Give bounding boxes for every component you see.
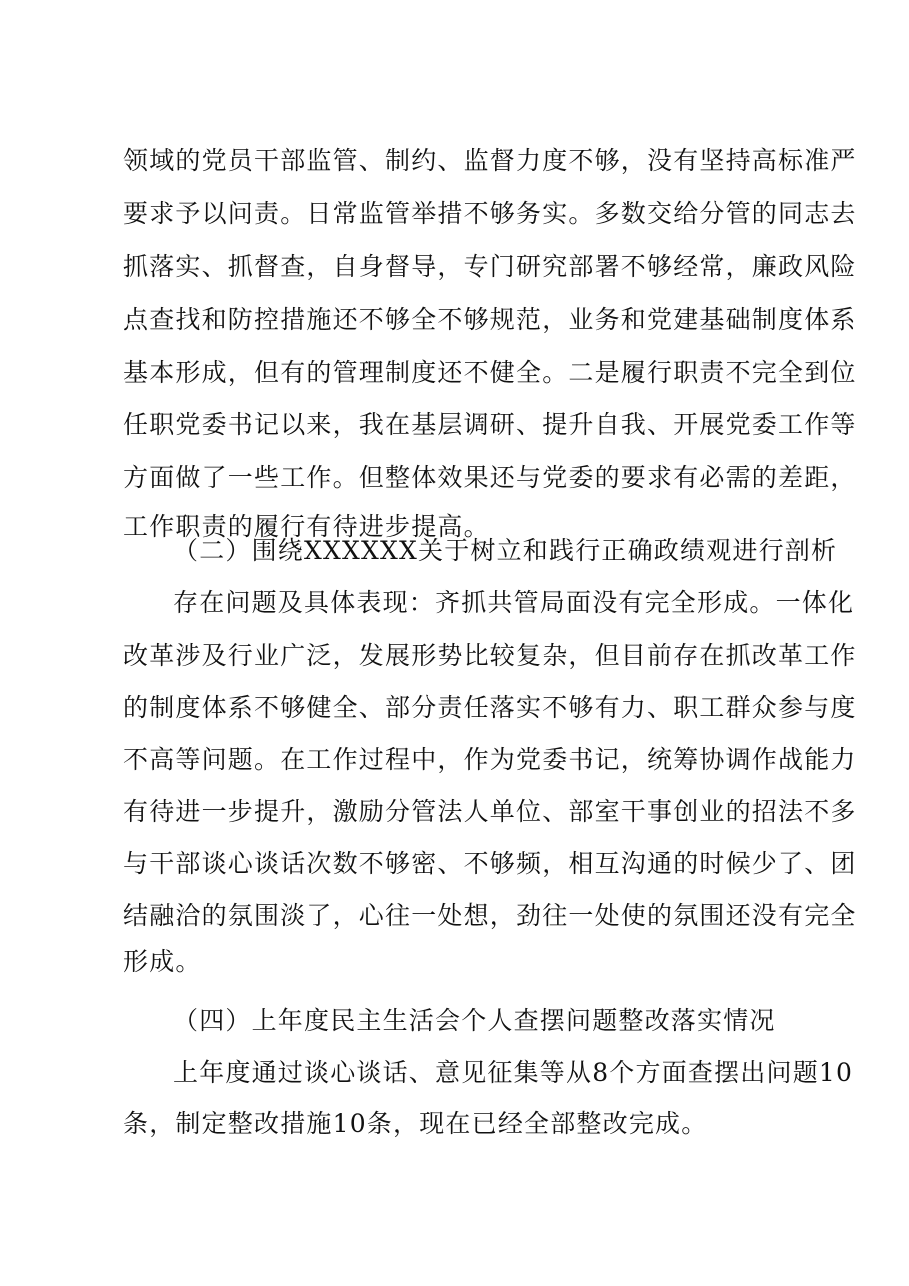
section-heading: （四）上年度民主生活会个人查摆问题整改落实情况: [173, 1006, 776, 1035]
paragraph-line: 与干部谈心谈话次数不够密、不够频，相互沟通的时候少了、团: [123, 849, 857, 878]
paragraph-line: 存在问题及具体表现：齐抓共管局面没有完全形成。一体化: [173, 588, 855, 617]
paragraph-line: 改革涉及行业广泛，发展形势比较复杂，但目前存在抓改革工作: [123, 641, 857, 670]
paragraph-line: 形成。: [123, 947, 202, 976]
paragraph-line: 的制度体系不够健全、部分责任落实不够有力、职工群众参与度: [123, 693, 857, 722]
paragraph-line: 有待进一步提升，激励分管法人单位、部室干事创业的招法不多: [123, 797, 857, 826]
paragraph-line: 上年度通过谈心谈话、意见征集等从8个方面查摆出问题10: [173, 1058, 854, 1087]
paragraph-line: 工作职责的履行有待进步提高。: [123, 512, 490, 541]
paragraph-line: 要求予以问责。日常监管举措不够务实。多数交给分管的同志去: [123, 199, 857, 228]
paragraph-line: 结融洽的氛围淡了，心往一处想，劲往一处使的氛围还没有完全: [123, 901, 857, 930]
paragraph-line: 条，制定整改措施10条，现在已经全部整改完成。: [123, 1109, 708, 1138]
paragraph-line: 不高等问题。在工作过程中，作为党委书记，统筹协调作战能力: [123, 745, 857, 774]
paragraph-line: 基本形成，但有的管理制度还不健全。二是履行职责不完全到位: [123, 358, 857, 387]
paragraph-line: 点查找和防控措施还不够全不够规范，业务和党建基础制度体系: [123, 305, 857, 334]
paragraph-line: 抓落实、抓督查，自身督导，专门研究部署不够经常，廉政风险: [123, 252, 857, 281]
section-heading: （二）围绕XXXXXX关于树立和践行正确政绩观进行剖析: [173, 536, 838, 565]
paragraph-line: 方面做了一些工作。但整体效果还与党委的要求有必需的差距，: [123, 463, 857, 492]
paragraph-line: 任职党委书记以来，我在基层调研、提升自我、开展党委工作等: [123, 410, 857, 439]
paragraph-line: 领域的党员干部监管、制约、监督力度不够，没有坚持高标准严: [123, 146, 857, 175]
